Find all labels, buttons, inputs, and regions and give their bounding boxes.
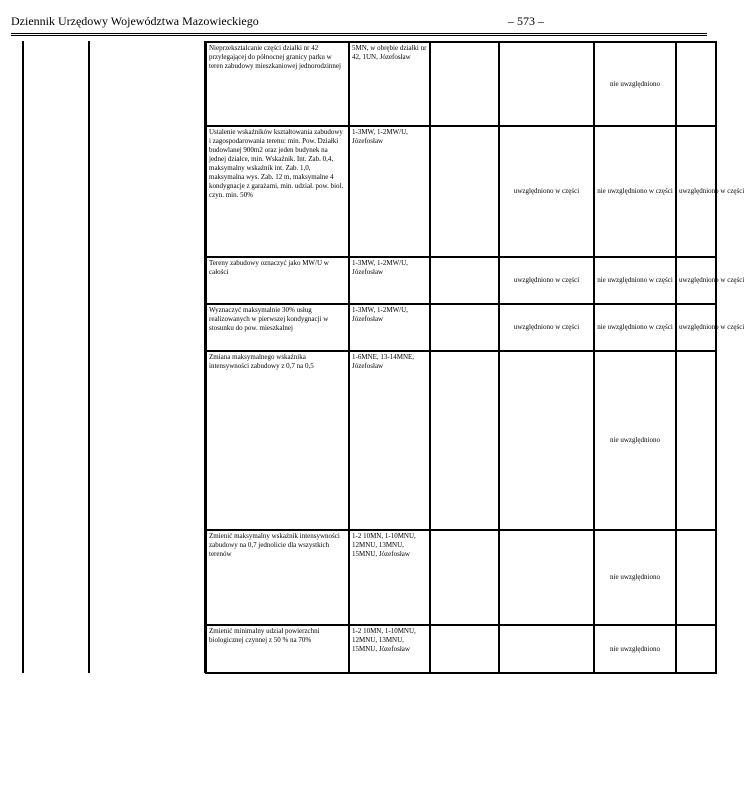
header-rule-thin — [11, 35, 707, 36]
column-3-cell — [430, 530, 499, 625]
table-row — [206, 42, 716, 126]
column-4-cell: uwzględniono w części — [499, 304, 594, 351]
comment-content-cell: Zmiana maksymalnego wskaźnika intensywności zabudowy z 0,7 na 0,5 — [206, 351, 349, 530]
table-row — [206, 304, 716, 351]
column-4-cell — [499, 625, 594, 673]
column-4-cell — [499, 351, 594, 530]
column-3-cell — [430, 42, 499, 126]
area-designation-cell: 1-3MW, 1-2MW/U, Józefosław — [349, 126, 430, 257]
area-designation-cell: 1-2 10MN, 1-10MNU, 12MNU, 13MNU, 15MNU, Józefosław — [349, 625, 430, 673]
column-4-cell — [499, 42, 594, 126]
area-designation-cell: 1-3MW, 1-2MW/U, Józefosław — [349, 304, 430, 351]
column-3-cell — [430, 126, 499, 257]
column-6-cell — [676, 530, 716, 625]
column-6-cell: uwzględniono w części — [676, 304, 716, 351]
comment-content-cell: Tereny zabudowy oznaczyć jako MW/U w całości — [206, 257, 349, 304]
column-6-cell — [676, 351, 716, 530]
comment-content-cell: Zmienić maksymalny wskaźnik intensywności zabudowy na 0,7 jednolicie dla wszystkich terenów — [206, 530, 349, 625]
table-row — [206, 257, 716, 304]
column-6-cell — [676, 42, 716, 126]
left-column-border-2 — [88, 41, 90, 673]
column-5-cell: nie uwzględniono w części — [594, 257, 676, 304]
column-6-cell — [676, 625, 716, 673]
area-designation-cell: 1-6MNE, 13-14MNE, Józefosław — [349, 351, 430, 530]
column-6-cell: uwzględniono w części — [676, 257, 716, 304]
table-row — [206, 351, 716, 530]
area-designation-cell: 1-3MW, 1-2MW/U, Józefosław — [349, 257, 430, 304]
column-3-cell — [430, 351, 499, 530]
area-designation-cell: 1-2 10MN, 1-10MNU, 12MNU, 13MNU, 15MNU, Józefosław — [349, 530, 430, 625]
page-number: – 573 – — [508, 14, 544, 28]
column-5-cell: nie uwzględniono — [594, 351, 676, 530]
column-4-cell: uwzględniono w części — [499, 257, 594, 304]
table-row — [206, 126, 716, 257]
column-5-cell: nie uwzględniono — [594, 530, 676, 625]
column-3-cell — [430, 257, 499, 304]
comment-content-cell: Zmienić minimalny udział powierzchni biologicznej czynnej z 50 % na 70% — [206, 625, 349, 673]
column-5-cell: nie uwzględniono — [594, 625, 676, 673]
table-row — [206, 625, 716, 673]
table-row — [206, 530, 716, 625]
comment-content-cell: Wyznaczyć maksymalnie 30% usług realizowanych w pierwszej kondygnacji w stosunku do pow. mieszkalnej — [206, 304, 349, 351]
column-4-cell — [499, 530, 594, 625]
column-6-cell: uwzględniono w części — [676, 126, 716, 257]
publication-title: Dziennik Urzędowy Województwa Mazowieckiego — [11, 14, 259, 28]
comments-table — [205, 41, 744, 674]
left-column-border-1 — [22, 41, 24, 673]
column-4-cell: uwzględniono w części — [499, 126, 594, 257]
page-header — [11, 14, 707, 32]
header-rule — [11, 33, 707, 34]
area-designation-cell: 5MN, w obrębie działki nr 42, 1UN, Józefosław — [349, 42, 430, 126]
comment-content-cell: Ustalenie wskaźników kształtowania zabudowy i zagospodarowania terenu: min. Pow. Działki budowlanej 900m2 oraz jeden budynek na jednej działce, min. Wskaźnik. Int. Zab. 0,4, maksymalny wskaźnik int. Zab. 1,0, maksymalna wys. Zab. 12 m, maksymalne 4 kondygnacje z garażami, min. udział. pow. biol. czyn. min. 50% — [206, 126, 349, 257]
column-5-cell: nie uwzględniono w części — [594, 126, 676, 257]
comment-content-cell: Nieprzeksztalcanie części działki nr 42 przylegającej do północnej granicy parku w teren zabudowy mieszkaniowej jednorodzinnej — [206, 42, 349, 126]
column-3-cell — [430, 625, 499, 673]
column-5-cell: nie uwzględniono — [594, 42, 676, 126]
column-5-cell: nie uwzględniono w części — [594, 304, 676, 351]
column-3-cell — [430, 304, 499, 351]
